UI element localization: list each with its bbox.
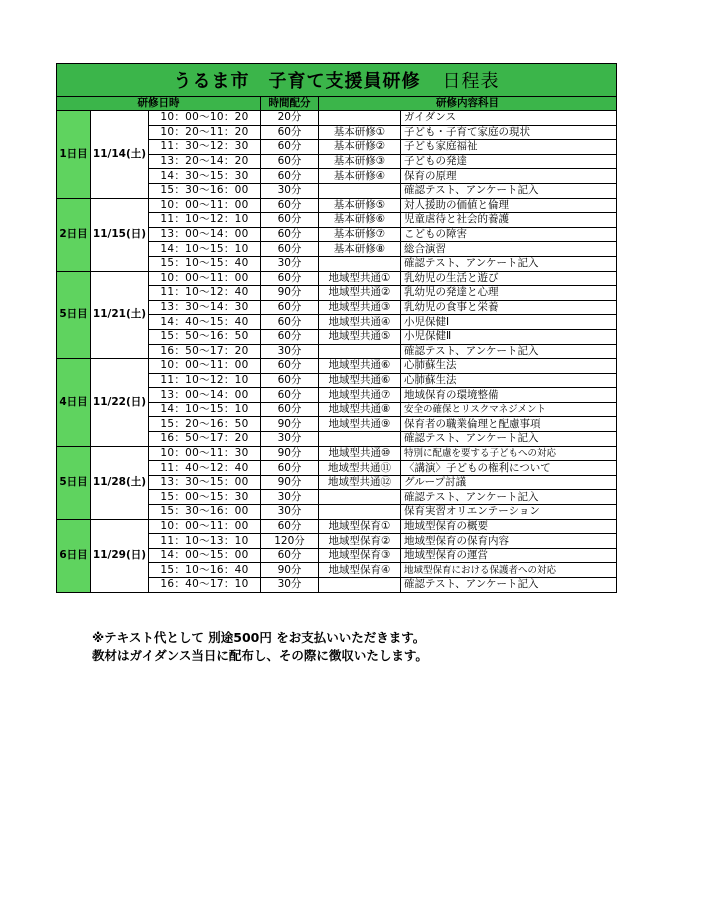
session-minutes: 60分: [261, 519, 319, 534]
session-code: 地域型共通⑦: [319, 388, 401, 403]
session-minutes: 60分: [261, 271, 319, 286]
date-label: 11/29(日): [91, 519, 149, 592]
session-content: 総合演習: [401, 242, 617, 257]
session-minutes: 60分: [261, 125, 319, 140]
session-code: [319, 344, 401, 359]
session-row: [57, 519, 617, 534]
session-time: 10：00～11：30: [149, 446, 261, 461]
session-content: 確認テスト、アンケート記入: [401, 256, 617, 271]
session-time: 13：00～14：00: [149, 227, 261, 242]
session-row: [57, 198, 617, 213]
session-minutes: 120分: [261, 534, 319, 549]
session-content: 乳幼児の生活と遊び: [401, 271, 617, 286]
day-label: 5日目: [57, 446, 91, 519]
session-content: 保育の原理: [401, 169, 617, 184]
session-time: 11：30～12：30: [149, 140, 261, 155]
session-minutes: 60分: [261, 242, 319, 257]
session-minutes: 60分: [261, 140, 319, 155]
session-code: 基本研修③: [319, 154, 401, 169]
date-label: 11/14(土): [91, 111, 149, 199]
session-time: 15：10～16：40: [149, 563, 261, 578]
session-content: 子ども・子育て家庭の現状: [401, 125, 617, 140]
session-code: 地域型共通⑧: [319, 402, 401, 417]
session-minutes: 60分: [261, 548, 319, 563]
date-label: 11/15(日): [91, 198, 149, 271]
session-time: 13：30～14：30: [149, 300, 261, 315]
session-minutes: 30分: [261, 432, 319, 447]
day-label: 1日目: [57, 111, 91, 199]
session-code: 基本研修⑤: [319, 198, 401, 213]
session-code: 地域型共通③: [319, 300, 401, 315]
session-minutes: 60分: [261, 359, 319, 374]
session-code: 地域型保育③: [319, 548, 401, 563]
header-row: [57, 97, 617, 111]
day-label: 2日目: [57, 198, 91, 271]
session-content: 乳幼児の食事と栄養: [401, 300, 617, 315]
session-time: 14：30～15：30: [149, 169, 261, 184]
session-time: 11：10～12：10: [149, 373, 261, 388]
session-minutes: 60分: [261, 315, 319, 330]
note-text-fee: ※テキスト代として 別途500円 をお支払いいただきます。: [92, 630, 426, 645]
header-minutes: 時間配分: [261, 97, 319, 111]
session-code: 地域型保育②: [319, 534, 401, 549]
session-code: [319, 111, 401, 126]
session-code: 基本研修②: [319, 140, 401, 155]
session-minutes: 90分: [261, 563, 319, 578]
session-code: 地域型共通⑫: [319, 475, 401, 490]
session-time: 13：00～14：00: [149, 388, 261, 403]
session-minutes: 30分: [261, 256, 319, 271]
session-time: 11：10～13：10: [149, 534, 261, 549]
session-code: 基本研修⑥: [319, 213, 401, 228]
session-time: 16：50～17：20: [149, 432, 261, 447]
session-content: 確認テスト、アンケート記入: [401, 490, 617, 505]
session-code: [319, 505, 401, 520]
session-minutes: 90分: [261, 417, 319, 432]
session-time: 15：30～16：00: [149, 183, 261, 198]
note-text-collection: 教材はガイダンス当日に配布し、その際に徴収いたします。: [92, 648, 428, 663]
day-label: 4日目: [57, 359, 91, 447]
session-code: 地域型保育④: [319, 563, 401, 578]
session-time: 16：40～17：10: [149, 578, 261, 593]
session-time: 14：10～15：10: [149, 242, 261, 257]
session-code: 地域型共通⑤: [319, 329, 401, 344]
session-content: 地域保育の環境整備: [401, 388, 617, 403]
session-content: こどもの障害: [401, 227, 617, 242]
header-content: 研修内容科目: [319, 97, 617, 111]
session-content: 確認テスト、アンケート記入: [401, 578, 617, 593]
session-code: 地域型共通⑪: [319, 461, 401, 476]
session-code: 地域型共通①: [319, 271, 401, 286]
title-bar: [57, 64, 617, 97]
session-content: 地域型保育の運営: [401, 548, 617, 563]
session-content: 心肺蘇生法: [401, 359, 617, 374]
session-content: グループ討議: [401, 475, 617, 490]
session-content: 乳幼児の発達と心理: [401, 286, 617, 301]
header-date: 研修日時: [57, 97, 261, 111]
session-minutes: 60分: [261, 213, 319, 228]
session-content: 地域型保育の概要: [401, 519, 617, 534]
date-label: 11/28(土): [91, 446, 149, 519]
session-time: 10：00～11：00: [149, 359, 261, 374]
session-code: 地域型保育①: [319, 519, 401, 534]
day-label: 6日目: [57, 519, 91, 592]
session-minutes: 20分: [261, 111, 319, 126]
session-minutes: 90分: [261, 446, 319, 461]
session-time: 15：20～16：50: [149, 417, 261, 432]
session-row: [57, 359, 617, 374]
session-content: 小児保健Ⅰ: [401, 315, 617, 330]
session-minutes: 30分: [261, 344, 319, 359]
session-code: 基本研修①: [319, 125, 401, 140]
session-content: 確認テスト、アンケート記入: [401, 183, 617, 198]
session-minutes: 60分: [261, 300, 319, 315]
session-minutes: 30分: [261, 505, 319, 520]
session-time: 10：20～11：20: [149, 125, 261, 140]
page-title: うるま市 子育て支援員研修: [173, 71, 421, 92]
session-content: 対人援助の価値と倫理: [401, 198, 617, 213]
day-label: 5日目: [57, 271, 91, 359]
session-minutes: 60分: [261, 402, 319, 417]
session-time: 11：10～12：10: [149, 213, 261, 228]
session-time: 14：00～15：00: [149, 548, 261, 563]
session-minutes: 30分: [261, 183, 319, 198]
session-minutes: 60分: [261, 329, 319, 344]
session-time: 10：00～11：00: [149, 271, 261, 286]
session-time: 10：00～11：00: [149, 198, 261, 213]
session-time: 15：50～16：50: [149, 329, 261, 344]
session-row: [57, 446, 617, 461]
session-minutes: 90分: [261, 475, 319, 490]
session-minutes: 30分: [261, 578, 319, 593]
session-minutes: 60分: [261, 388, 319, 403]
session-time: 15：00～15：30: [149, 490, 261, 505]
session-content: 安全の確保とリスクマネジメント: [401, 402, 617, 417]
session-content: 確認テスト、アンケート記入: [401, 432, 617, 447]
date-label: 11/22(日): [91, 359, 149, 447]
session-code: 地域型共通⑨: [319, 417, 401, 432]
session-content: 特別に配慮を要する子どもへの対応: [401, 446, 617, 461]
session-content: 〈講演〉子どもの権利について: [401, 461, 617, 476]
session-row: [57, 111, 617, 126]
session-content: 保育者の職業倫理と配慮事項: [401, 417, 617, 432]
session-minutes: 60分: [261, 154, 319, 169]
session-code: 基本研修⑧: [319, 242, 401, 257]
session-code: 地域型共通②: [319, 286, 401, 301]
session-content: 確認テスト、アンケート記入: [401, 344, 617, 359]
session-time: 13：20～14：20: [149, 154, 261, 169]
session-time: 14：10～15：10: [149, 402, 261, 417]
session-minutes: 30分: [261, 490, 319, 505]
session-content: 小児保健Ⅱ: [401, 329, 617, 344]
session-time: 13：30～15：00: [149, 475, 261, 490]
session-minutes: 60分: [261, 169, 319, 184]
session-code: 地域型共通⑥: [319, 359, 401, 374]
session-content: 子ども家庭福祉: [401, 140, 617, 155]
session-content: ガイダンス: [401, 111, 617, 126]
session-code: [319, 256, 401, 271]
session-row: [57, 271, 617, 286]
session-time: 11：10～12：40: [149, 286, 261, 301]
session-time: 16：50～17：20: [149, 344, 261, 359]
session-time: 11：40～12：40: [149, 461, 261, 476]
session-code: 地域型共通④: [319, 315, 401, 330]
session-minutes: 90分: [261, 286, 319, 301]
session-time: 15：30～16：00: [149, 505, 261, 520]
session-code: 地域型共通⑩: [319, 446, 401, 461]
session-code: [319, 578, 401, 593]
session-code: [319, 432, 401, 447]
schedule-table: [56, 63, 617, 593]
session-code: 基本研修⑦: [319, 227, 401, 242]
session-content: 児童虐待と社会的養護: [401, 213, 617, 228]
session-minutes: 60分: [261, 373, 319, 388]
session-code: 地域型共通⑥: [319, 373, 401, 388]
session-time: 15：10～15：40: [149, 256, 261, 271]
session-time: 14：40～15：40: [149, 315, 261, 330]
session-content: 地域型保育における保護者への対応: [401, 563, 617, 578]
session-code: [319, 183, 401, 198]
date-label: 11/21(土): [91, 271, 149, 359]
session-minutes: 60分: [261, 461, 319, 476]
session-content: 心肺蘇生法: [401, 373, 617, 388]
session-content: 保育実習オリエンテーション: [401, 505, 617, 520]
session-time: 10：00～11：00: [149, 519, 261, 534]
session-content: 地域型保育の保育内容: [401, 534, 617, 549]
page-subtitle: 日程表: [442, 71, 500, 92]
session-code: 基本研修④: [319, 169, 401, 184]
session-time: 10：00～10：20: [149, 111, 261, 126]
session-minutes: 60分: [261, 227, 319, 242]
session-content: 子どもの発達: [401, 154, 617, 169]
session-minutes: 60分: [261, 198, 319, 213]
session-code: [319, 490, 401, 505]
